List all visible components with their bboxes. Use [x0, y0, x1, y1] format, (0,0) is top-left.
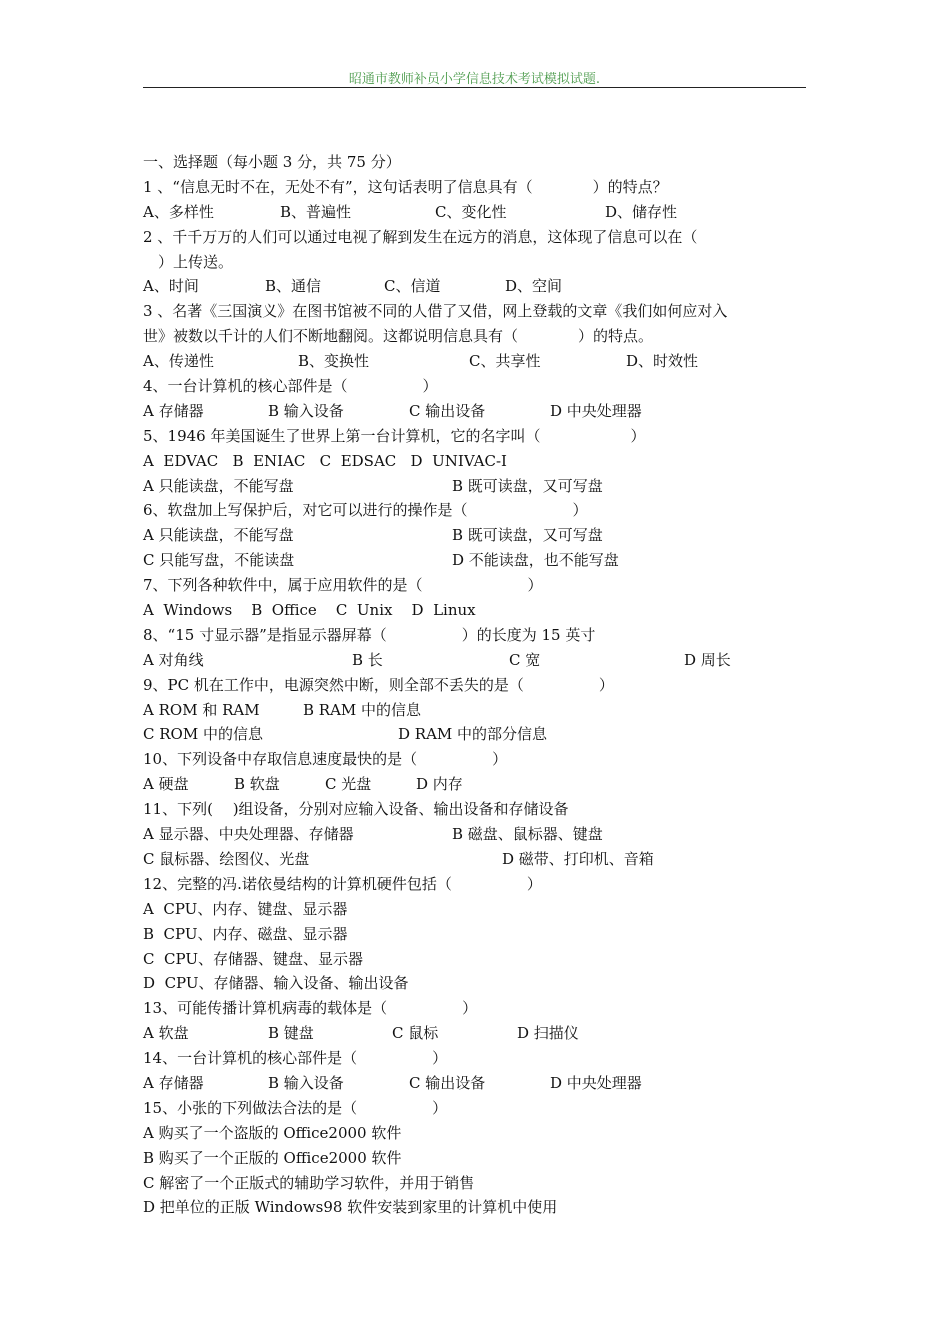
option-a: A 购买了一个盗版的 Office2000 软件 — [143, 1123, 402, 1142]
options-row — [143, 722, 808, 747]
options-row — [143, 847, 808, 872]
question-7: 7、下列各种软件中，属于应用软件的是（ ） — [143, 576, 543, 595]
options-row — [143, 523, 808, 548]
section-title: 一、选择题（每小题 3 分，共 75 分） — [143, 153, 401, 171]
option-c: C 解密了一个正版式的辅助学习软件，并用于销售 — [143, 1173, 475, 1192]
question-15: 15、小张的下列做法合法的是（ ） — [143, 1098, 448, 1117]
option-c: C 光盘 — [325, 775, 372, 794]
option-c: C 鼠标 — [392, 1024, 439, 1043]
options-row — [143, 349, 808, 374]
options-row — [143, 822, 808, 847]
options-row: A Windows B Office C Unix D Linux — [143, 601, 476, 620]
option-a: A 对角线 — [143, 650, 204, 669]
option-d: D 周长 — [684, 650, 731, 669]
option-b: B 购买了一个正版的 Office2000 软件 — [143, 1148, 402, 1167]
question-5: 5、1946 年美国诞生了世界上第一台计算机，它的名字叫（ ） — [143, 426, 646, 445]
question-14: 14、一台计算机的核心部件是（ ） — [143, 1049, 448, 1068]
option-d: D、空间 — [505, 277, 563, 296]
option-b: B 键盘 — [268, 1024, 314, 1043]
option-c: C 鼠标器、绘图仪、光盘 — [143, 849, 310, 868]
option-d: D 磁带、打印机、音箱 — [502, 849, 654, 868]
option-a: A ROM 和 RAM — [143, 700, 260, 719]
option-c: C ROM 中的信息 — [143, 725, 263, 744]
option-a: A 只能读盘，不能写盘 — [143, 526, 294, 545]
question-11: 11、下列( )组设备，分别对应输入设备、输出设备和存储设备 — [143, 800, 569, 819]
option-d: D 扫描仪 — [517, 1024, 579, 1043]
option-b: B 既可读盘，又可写盘 — [452, 526, 603, 545]
options-row — [143, 1071, 808, 1096]
option-b: B 长 — [352, 650, 383, 669]
option-c: C CPU、存储器、键盘、显示器 — [143, 949, 363, 968]
option-d: D RAM 中的部分信息 — [398, 725, 548, 744]
question-12: 12、完整的冯.诺依曼结构的计算机硬件包括（ ） — [143, 874, 542, 893]
option-a: A、传递性 — [143, 352, 214, 371]
option-d: D CPU、存储器、输入设备、输出设备 — [143, 974, 409, 993]
exam-body — [143, 150, 808, 1220]
option-b: B、变换性 — [298, 352, 370, 371]
question-4: 4、一台计算机的核心部件是（ ） — [143, 377, 438, 396]
option-a: A 硬盘 — [143, 775, 189, 794]
options-row — [143, 1021, 808, 1046]
option-c: C、变化性 — [435, 202, 507, 221]
question-2: 2 、千千万万的人们可以通过电视了解到发生在远方的消息，这体现了信息可以在（ — [143, 227, 698, 246]
option-b: B RAM 中的信息 — [303, 700, 422, 719]
options-row — [143, 698, 808, 723]
option-c: C 只能写盘，不能读盘 — [143, 551, 295, 570]
option-b: B 输入设备 — [268, 401, 344, 420]
option-b: B 磁盘、鼠标器、键盘 — [452, 825, 603, 844]
header-rule — [143, 87, 806, 88]
options-row — [143, 274, 808, 299]
option-a: A 只能读盘，不能写盘 — [143, 476, 294, 495]
option-c: C 宽 — [509, 650, 541, 669]
option-d: D 中央处理器 — [550, 1073, 642, 1092]
options-row: A EDVAC B ENIAC C EDSAC D UNIVAC-I — [143, 451, 507, 470]
option-a: A、多样性 — [143, 202, 214, 221]
options-row — [143, 648, 808, 673]
question-3: 3 、名著《三国演义》在图书馆被不同的人借了又借，网上登载的文章《我们如何应对入 — [143, 302, 728, 321]
question-1: 1 、“信息无时不在，无处不有”，这句话表明了信息具有（ ）的特点？ — [143, 177, 668, 196]
option-b: B 既可读盘，又可写盘 — [452, 476, 603, 495]
options-row — [143, 548, 808, 573]
option-d: D 把单位的正版 Windows98 软件安装到家里的计算机中使用 — [143, 1198, 558, 1217]
option-a: A 软盘 — [143, 1024, 189, 1043]
page-header: 昭通市教师补员小学信息技术考试模拟试题. — [348, 72, 601, 87]
option-c: C、信道 — [384, 277, 441, 296]
option-d: D 中央处理器 — [550, 401, 642, 420]
question-13: 13、可能传播计算机病毒的载体是（ ） — [143, 999, 478, 1018]
option-d: D 内存 — [416, 775, 463, 794]
option-d: D、储存性 — [605, 202, 678, 221]
options-row — [143, 474, 808, 499]
question-6: 6、软盘加上写保护后，对它可以进行的操作是（ ） — [143, 501, 588, 520]
option-a: A 存储器 — [143, 1073, 204, 1092]
option-c: C、共享性 — [469, 352, 541, 371]
option-c: C 输出设备 — [409, 401, 486, 420]
option-a: A、时间 — [143, 277, 199, 296]
option-a: A 显示器、中央处理器、存储器 — [143, 825, 354, 844]
option-b: B、普遍性 — [280, 202, 352, 221]
option-b: B 输入设备 — [268, 1073, 344, 1092]
question-2-cont: ）上传送。 — [143, 252, 234, 271]
option-b: B 软盘 — [234, 775, 280, 794]
question-10: 10、下列设备中存取信息速度最快的是（ ） — [143, 750, 508, 769]
option-a: A CPU、内存、键盘、显示器 — [143, 899, 348, 918]
option-d: D 不能读盘，也不能写盘 — [452, 551, 619, 570]
options-row — [143, 200, 808, 225]
question-3-cont: 世》被数以千计的人们不断地翻阅。这都说明信息具有（ ）的特点。 — [143, 327, 654, 346]
option-b: B CPU、内存、磁盘、显示器 — [143, 924, 348, 943]
options-row — [143, 399, 808, 424]
option-c: C 输出设备 — [409, 1073, 486, 1092]
question-9: 9、PC 机在工作中，电源突然中断，则全部不丢失的是（ ） — [143, 675, 614, 694]
option-d: D、时效性 — [626, 352, 699, 371]
option-a: A 存储器 — [143, 401, 204, 420]
options-row — [143, 772, 808, 797]
option-b: B、通信 — [265, 277, 322, 296]
question-8: 8、“15 寸显示器”是指显示器屏幕（ ）的长度为 15 英寸 — [143, 625, 596, 644]
